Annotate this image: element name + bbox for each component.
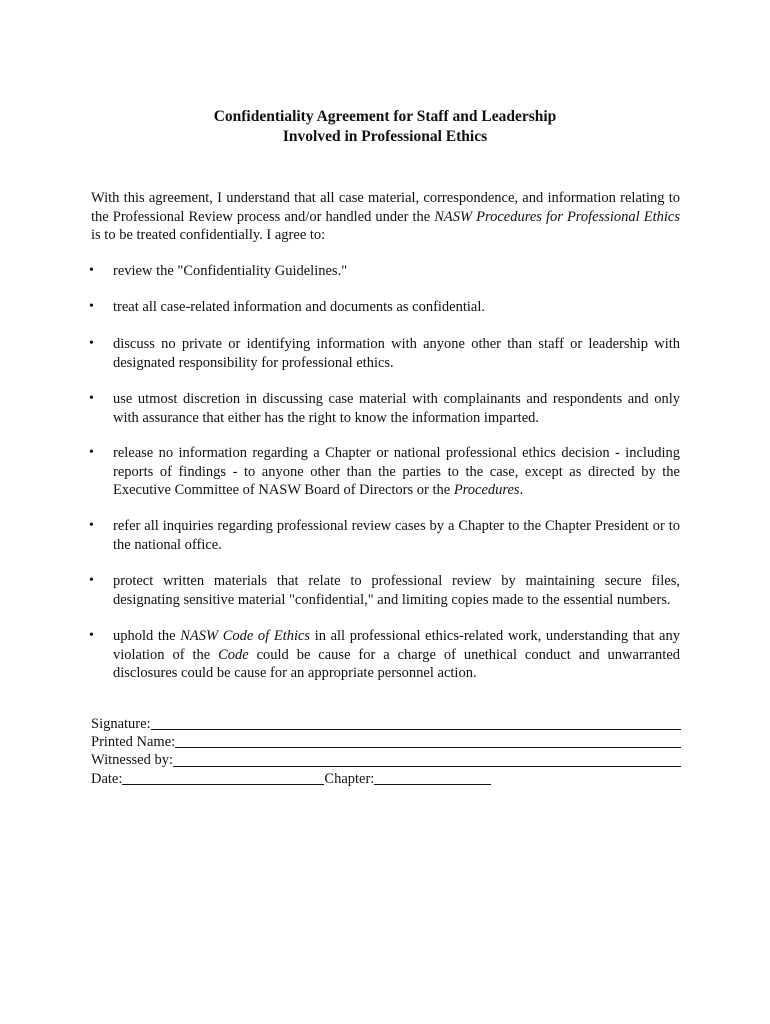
list-item-text <box>113 627 680 683</box>
signature-label: Signature: <box>91 715 151 732</box>
date-label: Date: <box>91 770 123 787</box>
list-item-text: use utmost discretion in discussing case material with complainants and respondents and only with assurance that either has the right to know the information imparted. <box>113 391 680 426</box>
date-field[interactable] <box>122 770 324 785</box>
document-title <box>0 107 770 147</box>
printed-name-row <box>91 733 681 751</box>
title-line-2: Involved in Professional Ethics <box>282 128 488 145</box>
printed-name-field[interactable] <box>175 733 681 748</box>
bullet-icon: • <box>89 391 94 406</box>
list-item-text-part: . <box>519 482 524 498</box>
witnessed-by-label: Witnessed by: <box>91 752 173 769</box>
bullet-icon: • <box>89 628 94 643</box>
list-item-text: treat all case-related information and documents as confidential. <box>113 299 486 315</box>
signature-block <box>91 715 681 788</box>
bullet-icon: • <box>89 263 94 278</box>
witnessed-by-field[interactable] <box>173 752 681 767</box>
printed-name-label: Printed Name: <box>91 734 176 751</box>
bullet-icon: • <box>89 445 94 460</box>
list-item-text-part: in all professional ethics-related work, understanding that any violation of the <box>113 628 680 663</box>
title-line-1: Confidentiality Agreement for Staff and Leadership <box>213 108 557 125</box>
signature-row <box>91 715 681 733</box>
bullet-icon: • <box>89 299 94 314</box>
chapter-field[interactable] <box>374 770 491 785</box>
date-chapter-row <box>91 770 681 788</box>
list-item-text: discuss no private or identifying information with anyone other than staff or leadership with designated responsibility for professional ethics. <box>113 336 680 371</box>
intro-text-2: is to be treated confidentially. I agree to: <box>91 227 326 243</box>
intro-paragraph <box>91 189 680 245</box>
list-item-text: refer all inquiries regarding professional review cases by a Chapter to the Chapter President or to the national office. <box>113 518 680 553</box>
bullet-icon: • <box>89 336 94 351</box>
list-item-text <box>113 444 680 500</box>
chapter-label: Chapter: <box>324 770 375 787</box>
intro-italic-procedures: NASW Procedures for Professional Ethics <box>434 208 681 225</box>
list-item-text-part: could be cause for a charge of unethical conduct and unwarranted disclosures could be cause for an appropriate personnel action. <box>113 646 681 681</box>
list-item-text-part: uphold the <box>113 628 181 644</box>
list-item-italic-code-of-ethics: NASW Code of Ethics <box>180 628 311 644</box>
list-item-text: protect written materials that relate to professional review by maintaining secure files, designating sensitive material "confidential," and limiting copies made to the essential numbers. <box>113 573 680 608</box>
list-item-text-part: release no information regarding a Chapter or national professional ethics decision - including reports of findings - to anyone other than the parties to the case, except as directed by the Executive Committee of NASW Board of Directors or the <box>113 445 680 498</box>
witnessed-by-row <box>91 751 681 769</box>
list-item-italic-procedures: Procedures <box>453 482 520 498</box>
bullet-icon: • <box>89 573 94 588</box>
signature-field[interactable] <box>151 715 681 730</box>
intro-text-1: With this agreement, I understand that all case material, correspondence, and information relating to the Professional Review process and/or handled under the <box>91 190 680 225</box>
list-item-text: review the "Confidentiality Guidelines." <box>113 263 348 279</box>
bullet-icon: • <box>89 518 94 533</box>
list-item-italic-code: Code <box>218 646 249 663</box>
